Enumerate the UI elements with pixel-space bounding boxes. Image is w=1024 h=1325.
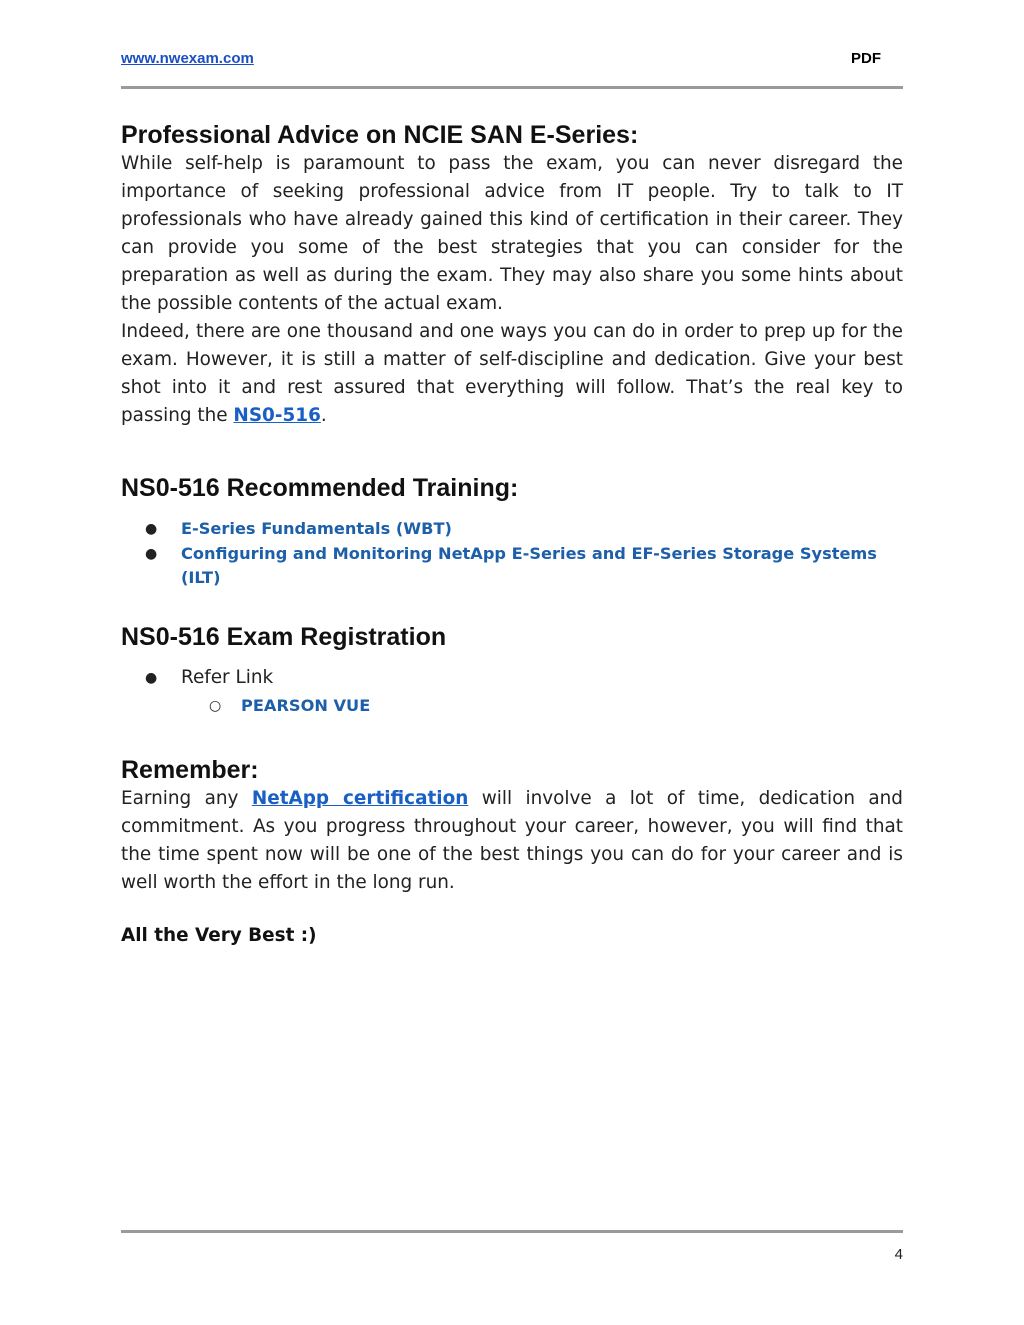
pdf-label: PDF <box>851 50 881 67</box>
bullet-icon: ● <box>145 545 158 562</box>
heading-remember: Remember: <box>121 755 259 784</box>
pearson-vue-link[interactable]: PEARSON VUE <box>241 695 371 715</box>
header-divider <box>121 86 903 89</box>
remember-text-end: will involve a lot of time, dedication and commitment. As you progress throughout your career, however, you will find that the time spent now will be one of the best things you can do for your career and is well worth the effort in the long run. <box>121 787 903 893</box>
bullet-icon: ● <box>145 669 158 686</box>
key-paragraph <box>121 318 903 430</box>
heading-recommended-training: NS0-516 Recommended Training: <box>121 474 519 502</box>
remember-paragraph <box>121 785 903 897</box>
heading-exam-registration: NS0-516 Exam Registration <box>121 622 447 651</box>
training-link-ilt[interactable]: Configuring and Monitoring NetApp E-Series and EF-Series Storage Systems (ILT) <box>181 543 877 587</box>
training-link-wbt[interactable]: E-Series Fundamentals (WBT) <box>181 519 452 538</box>
netapp-certification-link[interactable]: NetApp certification <box>251 787 469 809</box>
page-number: 4 <box>894 1246 903 1263</box>
refer-link-label: Refer Link <box>181 666 274 688</box>
list-item <box>121 664 903 692</box>
remember-text-start: Earning any <box>121 787 252 809</box>
list-item <box>121 692 903 720</box>
circle-bullet-icon: ○ <box>209 697 222 714</box>
key-paragraph-end: . <box>320 405 327 426</box>
bullet-icon: ● <box>145 521 158 537</box>
key-paragraph-text: Indeed, there are one thousand and one ways you can do in order to prep up for the exam. However, it is still a matter of self-discipline and dedication. Give your best shot into it and rest assured that everything will follow. That’s the real key to passing the <box>121 321 903 426</box>
site-link[interactable]: www.nwexam.com <box>121 50 254 67</box>
ns0-516-link[interactable]: NS0-516 <box>233 405 321 426</box>
training-list <box>121 517 903 591</box>
heading-professional-advice: Professional Advice on NCIE SAN E-Series: <box>121 121 639 149</box>
advice-paragraph: While self-help is paramount to pass the exam, you can never disregard the importance of seeking professional advice from IT people. Try to talk to IT professionals who have already gained this kind of certification in their career. They can provide you some of the best strategies that you can consider for the preparation as well as during the exam. They may also share you some hints about the possible contents of the actual exam. <box>121 153 903 314</box>
closing-line: All the Very Best :) <box>121 924 317 946</box>
list-item <box>121 517 903 542</box>
registration-list <box>121 664 903 720</box>
list-item <box>121 542 903 591</box>
page-content <box>121 118 903 946</box>
footer-divider <box>121 1230 903 1233</box>
page-header <box>121 50 881 72</box>
